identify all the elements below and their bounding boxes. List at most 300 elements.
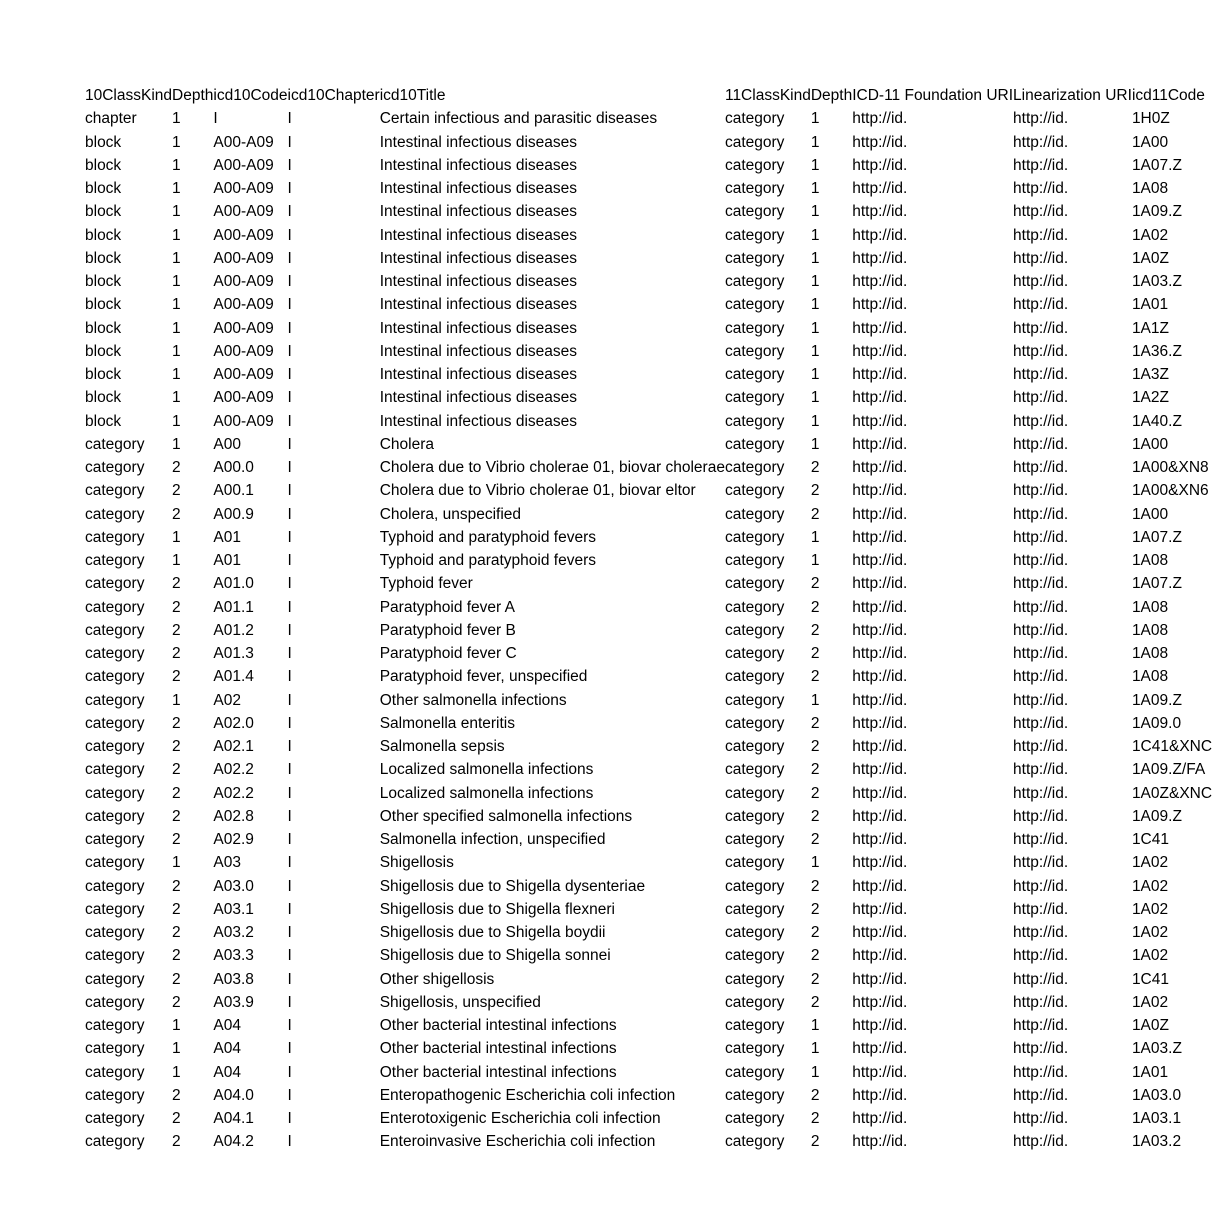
table-cell[interactable]: http://id. [852, 552, 908, 569]
table-cell[interactable]: http://id. [852, 807, 908, 825]
table-cell[interactable]: Intestinal infectious diseases [379, 366, 578, 383]
table-cell[interactable]: category [85, 807, 145, 825]
table-cell[interactable]: Other specified salmonella infections [379, 807, 633, 825]
table-cell[interactable]: Typhoid fever [379, 575, 473, 593]
table-cell[interactable]: A00-A09 [213, 412, 274, 430]
table-cell[interactable]: 1C41 [1131, 970, 1169, 988]
table-cell[interactable]: 2 [810, 807, 820, 825]
table-cell[interactable]: I [287, 1017, 292, 1034]
table-cell[interactable]: block [85, 249, 122, 267]
table-cell[interactable]: 2 [810, 1110, 820, 1127]
table-cell[interactable]: 1 [172, 319, 181, 337]
table-cell[interactable]: http://id. [1013, 319, 1069, 337]
table-cell[interactable]: I [287, 412, 292, 430]
table-cell[interactable]: I [287, 226, 292, 244]
table-cell[interactable]: http://id. [852, 714, 908, 732]
table-cell[interactable]: A03 [213, 854, 241, 872]
table-cell[interactable]: A02.9 [213, 831, 254, 848]
table-cell[interactable]: I [287, 714, 292, 732]
table-cell[interactable]: category [85, 900, 145, 918]
table-cell[interactable]: 2 [172, 970, 181, 988]
table-cell[interactable]: I [287, 947, 292, 965]
table-cell[interactable]: 1 [172, 180, 181, 197]
table-cell[interactable]: category [85, 552, 145, 569]
table-cell[interactable]: 2 [810, 993, 820, 1011]
table-cell[interactable]: http://id. [852, 459, 908, 476]
table-cell[interactable]: 1A02 [1131, 226, 1169, 244]
table-cell[interactable]: A00-A09 [213, 273, 274, 290]
table-cell[interactable]: I [287, 249, 292, 267]
table-cell[interactable]: category [724, 552, 785, 569]
table-cell[interactable]: http://id. [852, 505, 908, 523]
table-cell[interactable]: category [724, 133, 785, 151]
table-cell[interactable]: Intestinal infectious diseases [379, 249, 578, 267]
table-cell[interactable]: http://id. [1013, 412, 1069, 430]
table-cell[interactable]: A00-A09 [213, 203, 274, 221]
table-cell[interactable]: I [287, 575, 292, 593]
table-cell[interactable]: 1 [810, 528, 820, 546]
table-cell[interactable]: http://id. [852, 1040, 908, 1058]
table-cell[interactable]: 2 [810, 1133, 820, 1151]
table-cell[interactable]: http://id. [1013, 575, 1069, 593]
table-cell[interactable]: category [724, 249, 785, 267]
table-cell[interactable]: category [724, 459, 785, 476]
table-cell[interactable]: 1A09.0 [1131, 714, 1182, 732]
table-cell[interactable]: 1 [810, 1017, 820, 1034]
table-cell[interactable]: category [85, 575, 145, 593]
table-cell[interactable]: Cholera due to Vibrio cholerae 01, biovar cholerae [379, 459, 725, 476]
table-cell[interactable]: I [287, 342, 292, 360]
table-cell[interactable]: Typhoid and paratyphoid fevers [379, 552, 596, 569]
table-cell[interactable]: Intestinal infectious diseases [379, 156, 578, 174]
table-cell[interactable]: 1 [810, 342, 820, 360]
table-cell[interactable]: 1A03.Z [1131, 273, 1182, 290]
table-cell[interactable]: 1A03.1 [1131, 1110, 1182, 1127]
table-cell[interactable]: 1 [810, 319, 820, 337]
table-cell[interactable]: Shigellosis due to Shigella boydii [379, 924, 606, 941]
table-cell[interactable]: 2 [172, 877, 181, 895]
table-cell[interactable]: I [287, 1040, 292, 1058]
table-cell[interactable]: http://id. [852, 598, 908, 616]
table-cell[interactable]: 1A08 [1131, 598, 1169, 616]
table-cell[interactable]: category [724, 877, 785, 895]
table-cell[interactable]: 1 [172, 110, 181, 128]
table-cell[interactable]: 1A00 [1131, 435, 1169, 453]
table-cell[interactable]: http://id. [1013, 877, 1069, 895]
table-cell[interactable]: http://id. [852, 342, 908, 360]
table-cell[interactable]: http://id. [1013, 1063, 1069, 1081]
table-cell[interactable]: block [85, 156, 122, 174]
table-cell[interactable]: I [287, 1133, 292, 1151]
table-cell[interactable]: http://id. [1013, 993, 1069, 1011]
table-cell[interactable]: block [85, 366, 122, 383]
table-cell[interactable]: category [724, 575, 785, 593]
table-cell[interactable]: category [724, 807, 785, 825]
table-cell[interactable]: 1 [810, 435, 820, 453]
table-cell[interactable]: 2 [172, 993, 181, 1011]
table-cell[interactable]: 2 [810, 459, 820, 476]
table-cell[interactable]: block [85, 389, 122, 407]
table-cell[interactable]: Shigellosis due to Shigella dysenteriae [379, 877, 646, 895]
table-cell[interactable]: Other salmonella infections [379, 691, 567, 709]
table-cell[interactable]: http://id. [1013, 970, 1069, 988]
table-cell[interactable]: 1 [172, 203, 181, 221]
table-cell[interactable]: http://id. [1013, 691, 1069, 709]
table-cell[interactable]: I [287, 435, 292, 453]
table-cell[interactable]: http://id. [852, 924, 908, 941]
table-cell[interactable]: 1C41&XNC [1131, 738, 1212, 755]
table-cell[interactable]: http://id. [1013, 435, 1069, 453]
table-cell[interactable]: http://id. [852, 180, 908, 197]
table-cell[interactable]: 1 [172, 552, 181, 569]
table-cell[interactable]: Other shigellosis [379, 970, 495, 988]
table-cell[interactable]: Cholera, unspecified [379, 505, 522, 523]
table-cell[interactable]: A03.9 [213, 993, 254, 1011]
table-cell[interactable]: category [85, 924, 145, 941]
table-cell[interactable]: A00-A09 [213, 156, 274, 174]
table-cell[interactable]: http://id. [852, 761, 908, 779]
table-cell[interactable]: category [724, 714, 785, 732]
table-cell[interactable]: chapter [85, 110, 137, 128]
table-cell[interactable]: 1A02 [1131, 900, 1169, 918]
table-cell[interactable]: 1C41 [1131, 831, 1169, 848]
table-cell[interactable]: Cholera [379, 435, 434, 453]
table-cell[interactable]: category [85, 1086, 145, 1104]
table-cell[interactable]: category [724, 156, 785, 174]
table-cell[interactable]: 2 [810, 947, 820, 965]
table-cell[interactable]: A01 [213, 528, 241, 546]
table-cell[interactable]: category [724, 1017, 785, 1034]
table-cell[interactable]: A03.0 [213, 877, 254, 895]
table-cell[interactable]: category [724, 598, 785, 616]
header-cell[interactable]: icd10Chapter [287, 87, 380, 104]
table-cell[interactable]: Salmonella enteritis [379, 714, 515, 732]
table-cell[interactable]: http://id. [1013, 807, 1069, 825]
table-cell[interactable]: http://id. [1013, 482, 1069, 500]
table-cell[interactable]: http://id. [852, 296, 908, 314]
table-cell[interactable]: A02.2 [213, 761, 254, 779]
table-cell[interactable]: http://id. [1013, 180, 1069, 197]
table-cell[interactable]: I [287, 668, 292, 686]
table-cell[interactable]: 1 [810, 226, 820, 244]
table-cell[interactable]: 1A08 [1131, 645, 1169, 662]
header-cell[interactable]: 11ClassKind [724, 87, 811, 104]
table-cell[interactable]: I [287, 482, 292, 500]
table-cell[interactable]: A03.8 [213, 970, 254, 988]
table-cell[interactable]: http://id. [1013, 854, 1069, 872]
table-cell[interactable]: category [724, 1063, 785, 1081]
table-cell[interactable]: 2 [172, 1110, 181, 1127]
table-cell[interactable]: 1A08 [1131, 180, 1169, 197]
table-cell[interactable]: category [85, 947, 145, 965]
table-cell[interactable]: 1A07.Z [1131, 528, 1182, 546]
table-cell[interactable]: http://id. [1013, 714, 1069, 732]
table-cell[interactable]: Intestinal infectious diseases [379, 133, 578, 151]
table-cell[interactable]: 1 [172, 1040, 181, 1058]
table-cell[interactable]: http://id. [852, 412, 908, 430]
header-cell[interactable]: icd10Code [213, 87, 288, 104]
table-cell[interactable]: http://id. [1013, 738, 1069, 755]
table-cell[interactable]: http://id. [852, 947, 908, 965]
table-cell[interactable]: A03.1 [213, 900, 254, 918]
table-cell[interactable]: 1 [810, 854, 820, 872]
table-cell[interactable]: http://id. [852, 366, 908, 383]
table-cell[interactable]: I [287, 273, 292, 290]
table-cell[interactable]: Paratyphoid fever B [379, 621, 516, 639]
table-cell[interactable]: category [724, 435, 785, 453]
table-cell[interactable]: category [724, 1086, 785, 1104]
table-cell[interactable]: 2 [172, 645, 181, 662]
table-cell[interactable]: I [287, 133, 292, 151]
table-cell[interactable]: category [724, 761, 785, 779]
table-cell[interactable]: Certain infectious and parasitic diseases [379, 110, 658, 128]
table-cell[interactable]: I [287, 784, 292, 802]
table-cell[interactable]: Salmonella infection, unspecified [379, 831, 606, 848]
table-cell[interactable]: http://id. [1013, 110, 1069, 128]
table-cell[interactable]: I [287, 924, 292, 941]
table-cell[interactable]: A02.1 [213, 738, 254, 755]
table-cell[interactable]: category [724, 273, 785, 290]
table-cell[interactable]: 1 [810, 133, 820, 151]
table-cell[interactable]: 1A07.Z [1131, 156, 1182, 174]
table-cell[interactable]: 2 [810, 784, 820, 802]
table-cell[interactable]: category [724, 319, 785, 337]
table-cell[interactable]: 1A03.2 [1131, 1133, 1182, 1151]
table-cell[interactable]: I [287, 1063, 292, 1081]
table-cell[interactable]: block [85, 203, 122, 221]
table-cell[interactable]: I [287, 459, 292, 476]
table-cell[interactable]: 2 [810, 575, 820, 593]
table-cell[interactable]: Intestinal infectious diseases [379, 296, 578, 314]
table-cell[interactable]: A00.9 [213, 505, 254, 523]
table-cell[interactable]: http://id. [1013, 226, 1069, 244]
table-cell[interactable]: 1A08 [1131, 668, 1169, 686]
table-cell[interactable]: block [85, 133, 122, 151]
table-cell[interactable]: 1 [172, 691, 181, 709]
table-cell[interactable]: 1 [172, 1063, 181, 1081]
table-cell[interactable]: block [85, 226, 122, 244]
table-cell[interactable]: 1 [172, 273, 181, 290]
table-cell[interactable]: Cholera due to Vibrio cholerae 01, biovar eltor [379, 482, 696, 500]
table-cell[interactable]: category [724, 900, 785, 918]
table-cell[interactable]: http://id. [852, 877, 908, 895]
table-cell[interactable]: 1A08 [1131, 552, 1169, 569]
table-cell[interactable]: category [724, 482, 785, 500]
header-cell[interactable]: Depth [172, 87, 214, 104]
table-cell[interactable]: category [85, 528, 145, 546]
table-cell[interactable]: Other bacterial intestinal infections [379, 1040, 617, 1058]
table-cell[interactable]: 1A07.Z [1131, 575, 1182, 593]
table-cell[interactable]: 1A0Z&XNC [1131, 784, 1212, 802]
table-cell[interactable]: category [724, 226, 785, 244]
table-cell[interactable]: 1A03.Z [1131, 1040, 1182, 1058]
table-cell[interactable]: http://id. [1013, 621, 1069, 639]
table-cell[interactable]: http://id. [1013, 366, 1069, 383]
table-cell[interactable]: category [724, 831, 785, 848]
table-cell[interactable]: http://id. [1013, 1133, 1069, 1151]
table-cell[interactable]: A02.0 [213, 714, 254, 732]
table-cell[interactable]: 1A02 [1131, 993, 1169, 1011]
table-cell[interactable]: 1A36.Z [1131, 342, 1182, 360]
table-cell[interactable]: I [287, 203, 292, 221]
table-cell[interactable]: category [724, 180, 785, 197]
table-cell[interactable]: A00.0 [213, 459, 254, 476]
table-cell[interactable]: I [287, 645, 292, 662]
table-cell[interactable]: block [85, 273, 122, 290]
table-cell[interactable]: 1A0Z [1131, 1017, 1169, 1034]
table-cell[interactable]: 1A2Z [1131, 389, 1169, 407]
table-cell[interactable]: A00-A09 [213, 133, 274, 151]
table-cell[interactable]: 2 [172, 947, 181, 965]
table-cell[interactable]: http://id. [852, 226, 908, 244]
table-cell[interactable]: A00-A09 [213, 226, 274, 244]
table-cell[interactable]: I [287, 110, 292, 128]
table-cell[interactable]: http://id. [1013, 505, 1069, 523]
table-cell[interactable]: category [724, 645, 785, 662]
table-cell[interactable]: http://id. [1013, 133, 1069, 151]
table-cell[interactable]: 1A00 [1131, 133, 1169, 151]
table-cell[interactable]: http://id. [1013, 273, 1069, 290]
table-cell[interactable]: category [724, 621, 785, 639]
table-cell[interactable]: A04.0 [213, 1086, 254, 1104]
header-cell[interactable]: 10ClassKind [85, 87, 173, 104]
table-cell[interactable]: A04.2 [213, 1133, 254, 1151]
table-cell[interactable]: 2 [172, 761, 181, 779]
table-cell[interactable]: category [724, 203, 785, 221]
table-cell[interactable]: I [287, 156, 292, 174]
table-cell[interactable]: category [724, 389, 785, 407]
table-cell[interactable]: category [724, 296, 785, 314]
table-cell[interactable]: Typhoid and paratyphoid fevers [379, 528, 596, 546]
table-cell[interactable]: block [85, 412, 122, 430]
table-cell[interactable]: category [724, 1110, 785, 1127]
table-cell[interactable]: Localized salmonella infections [379, 784, 594, 802]
table-cell[interactable]: I [287, 831, 292, 848]
table-cell[interactable]: 2 [810, 714, 820, 732]
header-cell[interactable]: Depth [810, 87, 853, 104]
table-cell[interactable]: block [85, 319, 122, 337]
table-cell[interactable]: http://id. [1013, 761, 1069, 779]
table-cell[interactable]: 1 [172, 156, 181, 174]
table-cell[interactable]: http://id. [1013, 645, 1069, 662]
table-cell[interactable]: A01.0 [213, 575, 254, 593]
table-cell[interactable]: A02 [213, 691, 241, 709]
table-cell[interactable]: http://id. [852, 970, 908, 988]
table-cell[interactable]: 1 [172, 226, 181, 244]
table-cell[interactable]: 2 [172, 505, 181, 523]
table-cell[interactable]: http://id. [852, 831, 908, 848]
table-cell[interactable]: I [287, 552, 292, 569]
table-cell[interactable]: http://id. [1013, 668, 1069, 686]
table-cell[interactable]: http://id. [1013, 831, 1069, 848]
table-cell[interactable]: http://id. [852, 133, 908, 151]
table-cell[interactable]: http://id. [852, 319, 908, 337]
table-cell[interactable]: 1A03.0 [1131, 1086, 1182, 1104]
table-cell[interactable]: 2 [172, 621, 181, 639]
table-cell[interactable]: http://id. [1013, 389, 1069, 407]
table-cell[interactable]: 1A01 [1131, 1063, 1169, 1081]
header-cell[interactable]: icd10Title [379, 87, 446, 104]
table-cell[interactable]: category [85, 970, 145, 988]
table-cell[interactable]: category [85, 668, 145, 686]
table-cell[interactable]: category [724, 1133, 785, 1151]
table-cell[interactable]: Paratyphoid fever, unspecified [379, 668, 588, 686]
table-cell[interactable]: 2 [172, 831, 181, 848]
table-cell[interactable]: category [85, 831, 145, 848]
table-cell[interactable]: A00-A09 [213, 249, 274, 267]
table-cell[interactable]: http://id. [852, 1017, 908, 1034]
table-cell[interactable]: 2 [810, 970, 820, 988]
table-cell[interactable]: http://id. [852, 575, 908, 593]
table-cell[interactable]: block [85, 180, 122, 197]
table-cell[interactable]: 2 [810, 1086, 820, 1104]
table-cell[interactable]: 1A0Z [1131, 249, 1169, 267]
table-cell[interactable]: category [85, 1017, 145, 1034]
table-cell[interactable]: http://id. [852, 645, 908, 662]
table-cell[interactable]: 1 [810, 273, 820, 290]
table-cell[interactable]: http://id. [852, 110, 908, 128]
table-cell[interactable]: 1A1Z [1131, 319, 1169, 337]
table-cell[interactable]: I [287, 1086, 292, 1104]
table-cell[interactable]: category [724, 947, 785, 965]
table-cell[interactable]: category [724, 784, 785, 802]
table-cell[interactable]: I [287, 1110, 292, 1127]
table-cell[interactable]: category [85, 1110, 145, 1127]
table-cell[interactable]: http://id. [1013, 528, 1069, 546]
table-cell[interactable]: A00-A09 [213, 342, 274, 360]
table-cell[interactable]: http://id. [852, 249, 908, 267]
table-cell[interactable]: http://id. [852, 1063, 908, 1081]
table-cell[interactable]: http://id. [1013, 203, 1069, 221]
table-cell[interactable]: I [287, 738, 292, 755]
table-cell[interactable]: I [213, 110, 218, 128]
table-cell[interactable]: 1 [810, 366, 820, 383]
table-cell[interactable]: A00-A09 [213, 296, 274, 314]
table-cell[interactable]: http://id. [1013, 947, 1069, 965]
table-cell[interactable]: Intestinal infectious diseases [379, 319, 578, 337]
table-cell[interactable]: Intestinal infectious diseases [379, 389, 578, 407]
table-cell[interactable]: A00.1 [213, 482, 254, 500]
table-cell[interactable]: Intestinal infectious diseases [379, 273, 578, 290]
table-cell[interactable]: http://id. [1013, 1017, 1069, 1034]
table-cell[interactable]: A00 [213, 435, 241, 453]
table-cell[interactable]: Other bacterial intestinal infections [379, 1063, 617, 1081]
table-cell[interactable]: category [85, 993, 145, 1011]
table-cell[interactable]: http://id. [1013, 296, 1069, 314]
table-cell[interactable]: category [85, 761, 145, 779]
table-cell[interactable]: Localized salmonella infections [379, 761, 594, 779]
table-cell[interactable]: Intestinal infectious diseases [379, 180, 578, 197]
table-cell[interactable]: 1 [810, 156, 820, 174]
table-cell[interactable]: http://id. [1013, 924, 1069, 941]
header-cell[interactable]: Linearization URI [1013, 87, 1132, 104]
table-cell[interactable]: category [724, 993, 785, 1011]
table-cell[interactable]: Enteropathogenic Escherichia coli infection [379, 1086, 676, 1104]
table-cell[interactable]: Enterotoxigenic Escherichia coli infection [379, 1110, 661, 1127]
table-cell[interactable]: category [85, 645, 145, 662]
table-cell[interactable]: 1A08 [1131, 621, 1169, 639]
table-cell[interactable]: 2 [172, 784, 181, 802]
table-cell[interactable]: 1 [810, 1063, 820, 1081]
table-cell[interactable]: 2 [810, 598, 820, 616]
table-cell[interactable]: http://id. [852, 993, 908, 1011]
table-cell[interactable]: Enteroinvasive Escherichia coli infection [379, 1133, 656, 1151]
table-cell[interactable]: 1 [172, 342, 181, 360]
table-cell[interactable]: http://id. [852, 528, 908, 546]
table-cell[interactable]: A00-A09 [213, 389, 274, 407]
table-cell[interactable]: 1A09.Z [1131, 807, 1182, 825]
table-cell[interactable]: http://id. [1013, 249, 1069, 267]
